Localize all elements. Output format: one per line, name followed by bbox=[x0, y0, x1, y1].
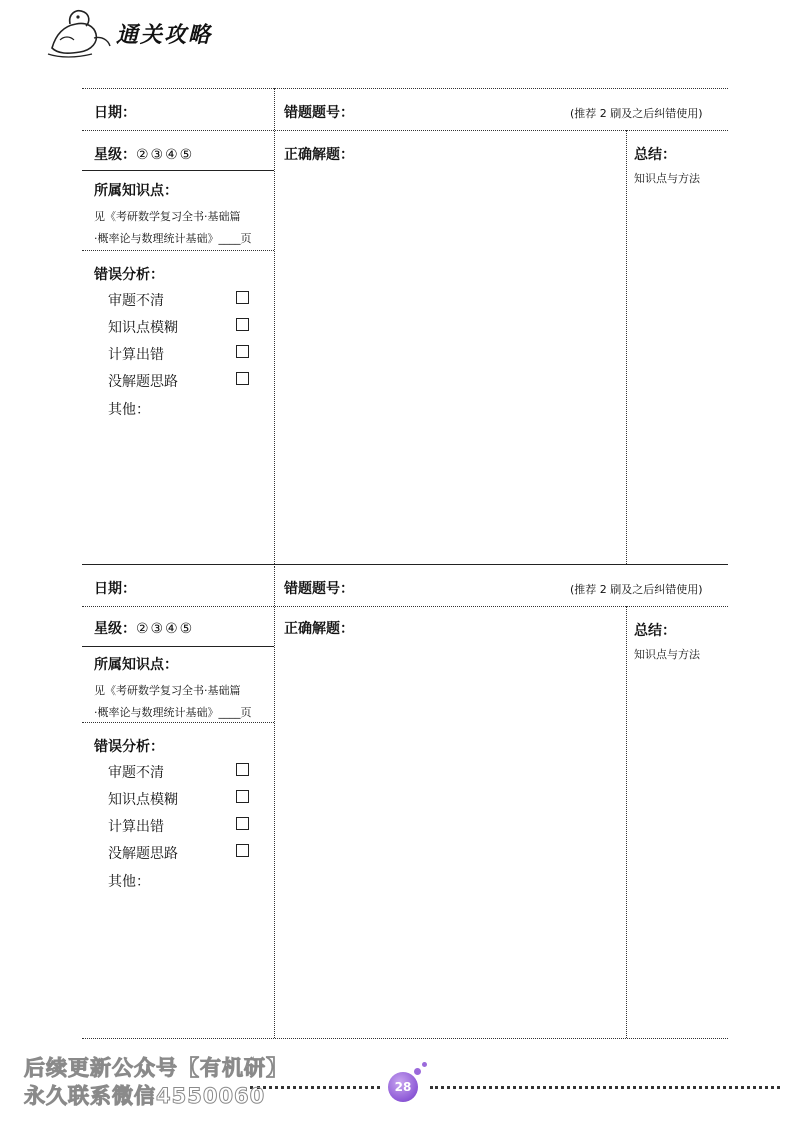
option-label: 知识点模糊 bbox=[108, 792, 178, 808]
stars-options[interactable]: ②③④⑤ bbox=[136, 147, 195, 163]
usage-note: (推荐 2 刷及之后纠错使用) bbox=[570, 107, 703, 120]
question-number-label: 错题题号： bbox=[284, 105, 354, 121]
watermark-line-1: 后续更新公众号【有机研】 bbox=[24, 1056, 288, 1080]
error-card-2 bbox=[82, 566, 728, 1040]
reference-line-1: 见《考研数学复习全书·基础篇 bbox=[94, 210, 241, 223]
summary-subtitle: 知识点与方法 bbox=[634, 648, 700, 661]
star-rating-label bbox=[94, 144, 194, 164]
divider bbox=[82, 130, 728, 131]
divider bbox=[274, 88, 275, 564]
divider bbox=[82, 170, 274, 171]
stars-label: 星级： bbox=[94, 621, 136, 637]
option-label: 计算出错 bbox=[108, 347, 164, 363]
checkbox[interactable] bbox=[236, 318, 249, 331]
option-label: 没解题思路 bbox=[108, 374, 178, 390]
option-label: 计算出错 bbox=[108, 819, 164, 835]
other-label: 其他： bbox=[108, 402, 150, 418]
divider bbox=[82, 606, 728, 607]
option-label: 审题不清 bbox=[108, 765, 164, 781]
divider bbox=[82, 88, 728, 89]
correct-solution-label: 正确解题： bbox=[284, 621, 354, 637]
watermark-line-2: 永久联系微信4550060 bbox=[24, 1084, 266, 1108]
divider bbox=[82, 722, 274, 723]
page-number-badge: 28 bbox=[388, 1072, 418, 1102]
bubble-decoration-icon bbox=[422, 1062, 427, 1067]
reference-line-2: ·概率论与数理统计基础》____页 bbox=[94, 232, 252, 245]
checkbox[interactable] bbox=[236, 844, 249, 857]
divider bbox=[626, 606, 627, 1038]
summary-label: 总结： bbox=[634, 623, 676, 639]
checkbox[interactable] bbox=[236, 291, 249, 304]
stars-options[interactable]: ②③④⑤ bbox=[136, 621, 195, 637]
footer-dotted-line bbox=[250, 1086, 380, 1089]
checkbox[interactable] bbox=[236, 763, 249, 776]
reference-line-2: ·概率论与数理统计基础》____页 bbox=[94, 706, 252, 719]
correct-solution-label: 正确解题： bbox=[284, 147, 354, 163]
knowledge-point-label: 所属知识点： bbox=[94, 183, 178, 199]
other-label: 其他： bbox=[108, 874, 150, 890]
question-number-label: 错题题号： bbox=[284, 581, 354, 597]
summary-label: 总结： bbox=[634, 147, 676, 163]
checkbox[interactable] bbox=[236, 372, 249, 385]
error-analysis-label: 错误分析： bbox=[94, 267, 164, 283]
page-title: 通关攻略 bbox=[116, 22, 213, 48]
divider bbox=[626, 130, 627, 564]
error-card-1 bbox=[82, 88, 728, 566]
divider bbox=[82, 1038, 728, 1039]
usage-note: (推荐 2 刷及之后纠错使用) bbox=[570, 583, 703, 596]
divider bbox=[82, 564, 728, 565]
star-rating-label bbox=[94, 618, 194, 638]
checkbox[interactable] bbox=[236, 345, 249, 358]
summary-subtitle: 知识点与方法 bbox=[634, 172, 700, 185]
date-label: 日期： bbox=[94, 105, 136, 121]
footer-dotted-line bbox=[430, 1086, 780, 1089]
divider bbox=[274, 566, 275, 1038]
error-analysis-label: 错误分析： bbox=[94, 739, 164, 755]
date-label: 日期： bbox=[94, 581, 136, 597]
option-label: 知识点模糊 bbox=[108, 320, 178, 336]
reference-line-1: 见《考研数学复习全书·基础篇 bbox=[94, 684, 241, 697]
checkbox[interactable] bbox=[236, 790, 249, 803]
knowledge-point-label: 所属知识点： bbox=[94, 657, 178, 673]
stars-label: 星级： bbox=[94, 147, 136, 163]
divider bbox=[82, 250, 274, 251]
mascot-logo-icon bbox=[46, 4, 116, 60]
option-label: 没解题思路 bbox=[108, 846, 178, 862]
checkbox[interactable] bbox=[236, 817, 249, 830]
divider bbox=[82, 646, 274, 647]
bubble-decoration-icon bbox=[414, 1068, 421, 1075]
option-label: 审题不清 bbox=[108, 293, 164, 309]
